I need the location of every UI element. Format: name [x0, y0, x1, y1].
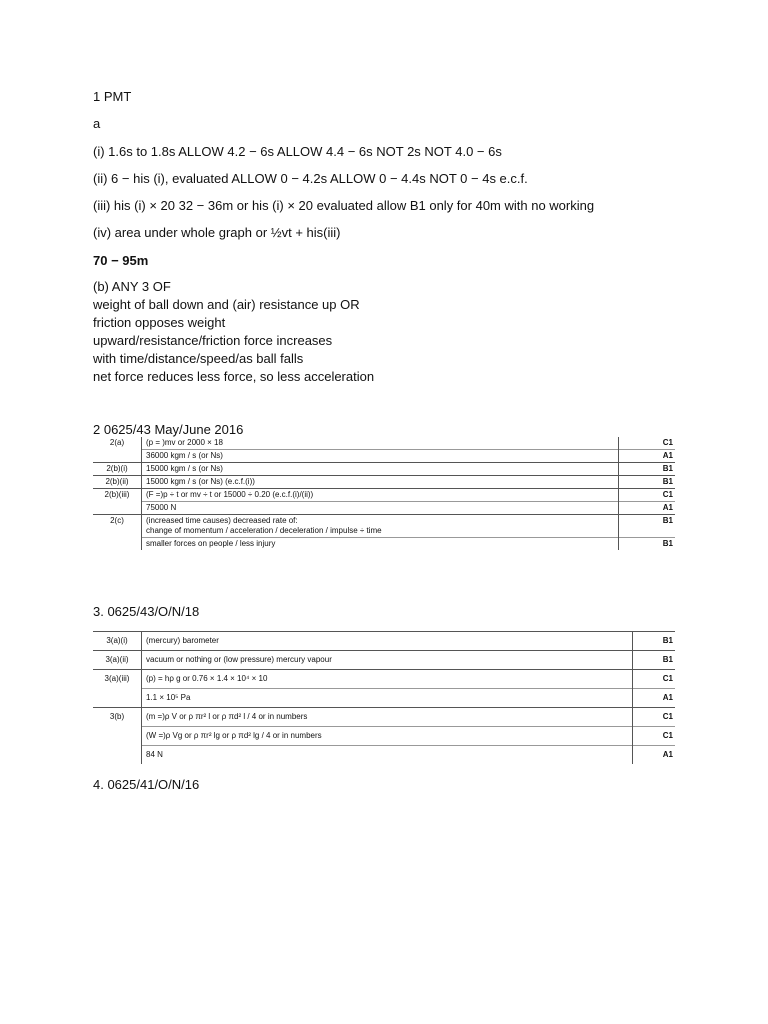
- answer-cell: smaller forces on people / less injury: [142, 538, 619, 551]
- table-row: [93, 708, 675, 727]
- mark-cell: C1: [633, 708, 676, 727]
- mark-cell: B1: [619, 463, 676, 476]
- answer-cell: (p) = hρ g or 0.76 × 1.4 × 10⁴ × 10: [142, 670, 633, 689]
- q1-b-line: weight of ball down and (air) resistance up OR: [93, 297, 360, 312]
- q4-heading: 4. 0625/41/O/N/16: [93, 777, 200, 792]
- table-row: [93, 450, 675, 463]
- question-number: [93, 538, 142, 551]
- mark-cell: B1: [633, 651, 676, 670]
- q1-b-line: net force reduces less force, so less acceleration: [93, 369, 375, 384]
- table-row: [93, 515, 675, 538]
- question-number: 3(b): [93, 708, 142, 727]
- answer-line: (increased time causes) decreased rate of:: [146, 516, 298, 525]
- answer-cell: 1.1 × 10⁵ Pa: [142, 689, 633, 708]
- table-row: [93, 463, 675, 476]
- question-number: 3(a)(ii): [93, 651, 142, 670]
- q1-part-a: a: [93, 116, 101, 131]
- table-row: [93, 538, 675, 551]
- table-row: [93, 489, 675, 502]
- mark-cell: A1: [619, 450, 676, 463]
- question-number: [93, 689, 142, 708]
- question-number: [93, 727, 142, 746]
- question-number: 2(b)(ii): [93, 476, 142, 489]
- q1-answer: 70 − 95m: [93, 253, 149, 268]
- mark-cell: A1: [633, 689, 676, 708]
- mark-cell: C1: [633, 670, 676, 689]
- q2-mark-scheme-table: [93, 437, 675, 550]
- answer-cell: 84 N: [142, 746, 633, 765]
- mark-cell: C1: [633, 727, 676, 746]
- table-row: [93, 502, 675, 515]
- table-row: [93, 476, 675, 489]
- answer-cell: 36000 kgm / s (or Ns): [142, 450, 619, 463]
- question-number: 3(a)(i): [93, 632, 142, 651]
- question-number: [93, 450, 142, 463]
- answer-cell: 15000 kgm / s (or Ns): [142, 463, 619, 476]
- q1-part-iv: (iv) area under whole graph or ½vt + his(iii): [93, 225, 341, 240]
- table-row: [93, 689, 675, 708]
- table-row: [93, 437, 675, 450]
- q1-part-ii: (ii) 6 − his (i), evaluated ALLOW 0 − 4.2s ALLOW 0 − 4.4s NOT 0 − 4s e.c.f.: [93, 171, 528, 186]
- table-row: [93, 632, 675, 651]
- answer-line: change of momentum / acceleration / deceleration / impulse ÷ time: [146, 526, 382, 535]
- q1-part-b: [93, 278, 374, 386]
- q3-mark-scheme-table: [93, 631, 675, 764]
- question-number: 2(b)(iii): [93, 489, 142, 502]
- answer-cell: (W =)ρ Vg or ρ πr² lg or ρ πd² lg / 4 or in numbers: [142, 727, 633, 746]
- question-number: [93, 746, 142, 765]
- table-row: [93, 746, 675, 765]
- q3-heading: 3. 0625/43/O/N/18: [93, 604, 200, 619]
- q1-part-iii: (iii) his (i) × 20 32 − 36m or his (i) × 20 evaluated allow B1 only for 40m with no working: [93, 198, 595, 213]
- mark-cell: C1: [662, 438, 673, 447]
- q2-heading: 2 0625/43 May/June 2016: [93, 422, 244, 437]
- q1-b-line: with time/distance/speed/as ball falls: [93, 351, 304, 366]
- answer-cell: 75000 N: [142, 502, 619, 515]
- q1-b-line: friction opposes weight: [93, 315, 226, 330]
- answer-cell: (p = )mv or 2000 × 18: [142, 437, 619, 450]
- mark-cell: B1: [662, 636, 673, 645]
- q1-b-line: upward/resistance/friction force increases: [93, 333, 333, 348]
- q1-b-line: (b) ANY 3 OF: [93, 279, 171, 294]
- q1-heading: 1 PMT: [93, 89, 132, 104]
- mark-cell: B1: [619, 515, 676, 538]
- table-row: [93, 727, 675, 746]
- answer-cell: vacuum or nothing or (low pressure) mercury vapour: [142, 651, 633, 670]
- question-number: 2(c): [93, 515, 142, 538]
- answer-cell: [142, 515, 619, 538]
- mark-cell: B1: [619, 476, 676, 489]
- q1-part-i: (i) 1.6s to 1.8s ALLOW 4.2 − 6s ALLOW 4.4 − 6s NOT 2s NOT 4.0 − 6s: [93, 144, 502, 159]
- table-row: [93, 651, 675, 670]
- answer-cell: 15000 kgm / s (or Ns) (e.c.f.(i)): [142, 476, 619, 489]
- mark-cell: B1: [619, 538, 676, 551]
- answer-cell: (mercury) barometer: [142, 632, 633, 651]
- mark-cell: A1: [633, 746, 676, 765]
- question-number: [93, 502, 142, 515]
- question-number: 3(a)(iii): [93, 670, 142, 689]
- question-number: 2(a): [93, 437, 142, 450]
- answer-cell: (F =)p ÷ t or mv ÷ t or 15000 ÷ 0.20 (e.c.f.(i)/(ii)): [142, 489, 619, 502]
- mark-cell: A1: [619, 502, 676, 515]
- answer-cell: (m =)ρ V or ρ πr² l or ρ πd² l / 4 or in numbers: [142, 708, 633, 727]
- mark-cell: C1: [619, 489, 676, 502]
- table-row: [93, 670, 675, 689]
- question-number: 2(b)(i): [93, 463, 142, 476]
